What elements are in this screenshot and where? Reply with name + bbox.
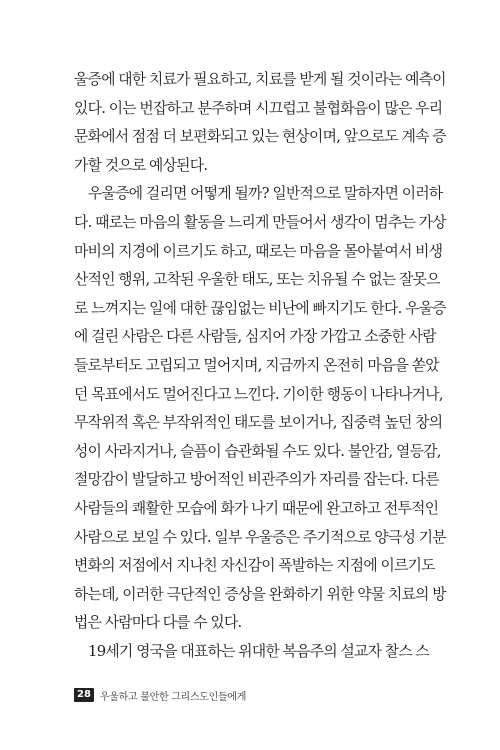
text-line: 산적인 행위, 고착된 우울한 태도, 또는 치유될 수 없는 잘못으 bbox=[74, 271, 440, 289]
text-line: 우울증에 걸리면 어떻게 될까? 일반적으로 말하자면 이러하 bbox=[88, 185, 443, 203]
text-line: 들로부터도 고립되고 멀어지며, 지금까지 온전히 마음을 쏟았 bbox=[74, 356, 439, 374]
text-line: 마비의 지경에 이르기도 하고, 때로는 마음을 몰아붙여서 비생 bbox=[74, 242, 443, 260]
text-line: 울증에 대한 치료가 필요하고, 치료를 받게 될 것이라는 예측이 bbox=[74, 71, 446, 88]
text-line: 사람들의 쾌활한 모습에 화가 나기 때문에 완고하고 전투적인 bbox=[74, 499, 439, 517]
page-number: 28 bbox=[74, 688, 94, 702]
text-line: 있다. 이는 번잡하고 분주하며 시끄럽고 불협화음이 많은 우리 bbox=[74, 99, 443, 117]
text-line: 가할 것으로 예상된다. bbox=[74, 156, 208, 174]
text-line: 다. 때로는 마음의 활동을 느리게 만들어서 생각이 멈추는 가상 bbox=[74, 213, 446, 231]
running-head: 우울하고 불안한 그리스도인들에게 bbox=[99, 691, 247, 703]
text-line: 절망감이 발달하고 방어적인 비관주의가 자리를 잡는다. 다른 bbox=[74, 471, 439, 489]
text-line: 변화의 저점에서 지나친 자신감이 폭발하는 지점에 이르기도 bbox=[74, 557, 435, 575]
body-text bbox=[74, 66, 446, 666]
text-line: 문화에서 점점 더 보편화되고 있는 현상이며, 앞으로도 계속 증 bbox=[74, 128, 446, 146]
text-line: 에 걸린 사람은 다른 사람들, 심지어 가장 가깝고 소중한 사람 bbox=[74, 328, 436, 346]
text-line: 법은 사람마다 다를 수 있다. bbox=[74, 614, 242, 632]
text-line: 사람으로 보일 수 있다. 일부 우울증은 주기적으로 양극성 기분 bbox=[74, 528, 446, 546]
text-line: 던 목표에서도 멀어진다고 느낀다. 기이한 행동이 나타나거나, bbox=[74, 385, 443, 403]
text-line: 로 느껴지는 일에 대한 끊임없는 비난에 빠지기도 한다. 우울증 bbox=[74, 299, 446, 317]
text-line: 무작위적 혹은 부작위적인 태도를 보이거나, 집중력 높던 창의 bbox=[74, 414, 443, 432]
page-footer bbox=[74, 687, 246, 703]
text-line: 19세기 영국을 대표하는 위대한 복음주의 설교자 찰스 스 bbox=[88, 642, 430, 660]
text-line: 성이 사라지거나, 슬픔이 습관화될 수도 있다. 불안감, 열등감, bbox=[74, 442, 441, 460]
text-line: 하는데, 이러한 극단적인 증상을 완화하기 위한 약물 치료의 방 bbox=[74, 585, 446, 603]
